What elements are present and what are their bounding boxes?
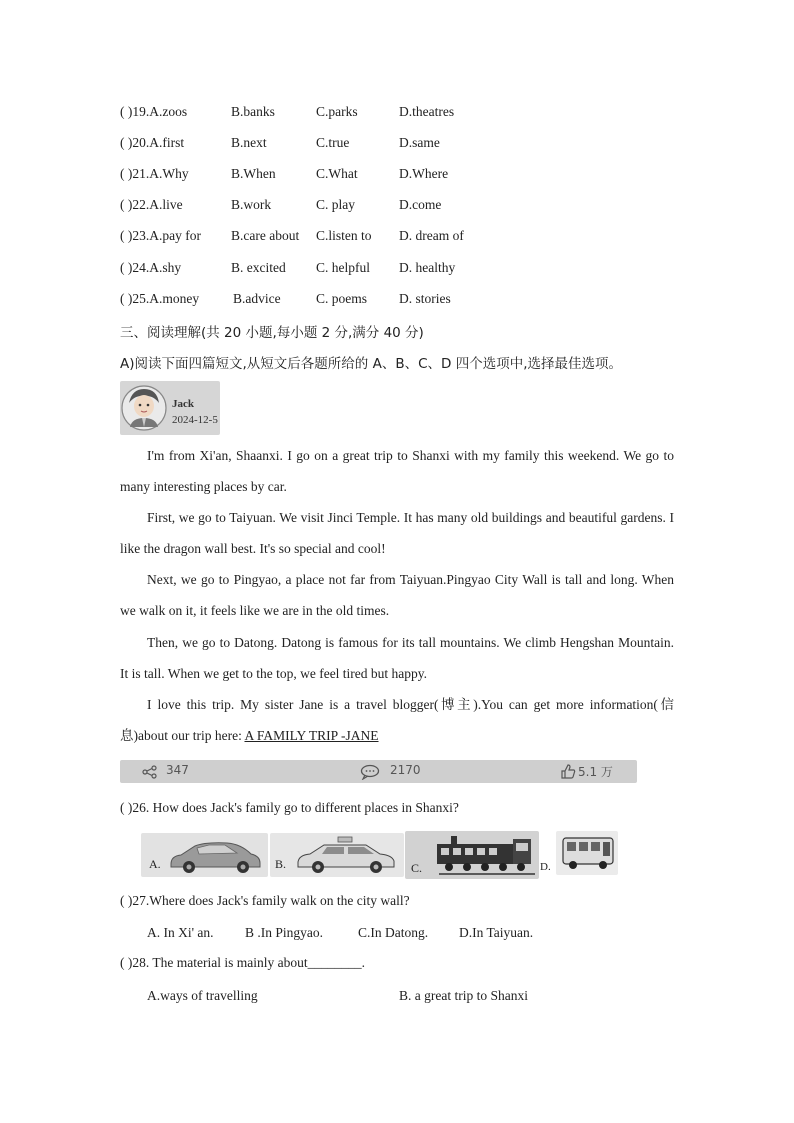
like-icon [560, 763, 576, 779]
option-d-bus-image [556, 831, 618, 875]
option-label: A. [149, 857, 161, 871]
cloze-option-a: ( )20.A.first [120, 135, 185, 150]
option-c-train-image [405, 831, 539, 879]
comment-icon [360, 764, 380, 780]
cloze-option-a: ( )25.A.money [120, 291, 200, 306]
option-a: A.ways of travelling [147, 988, 258, 1003]
cloze-option-c: C.listen to [316, 228, 372, 243]
cloze-option-c: C.What [316, 166, 358, 181]
post-header [120, 381, 220, 435]
cloze-option-b: B.work [231, 197, 272, 212]
like-count: 5.1 万 [578, 765, 613, 779]
cloze-option-b: B.next [231, 135, 267, 150]
cloze-option-a: ( )21.A.Why [120, 166, 189, 181]
section-a-instructions: A)阅读下面四篇短文,从短文后各题所给的 A、B、C、D 四个选项中,选择最佳选项。 [120, 356, 622, 372]
paragraph-text: Next, we go to Pingyao, a place not far from Taiyuan.Pingyao City Wall is tall and long. When we walk on it, it feels like we are in the old times. [120, 572, 674, 618]
paragraph-text: First, we go to Taiyuan. We visit Jinci Temple. It has many old buildings and beautiful gardens. I like the dragon wall best. It's so special and cool! [120, 510, 674, 556]
cloze-option-c: C.true [316, 135, 350, 150]
share-icon [142, 765, 158, 779]
cloze-option-d: D. healthy [399, 260, 456, 275]
cloze-option-a: ( )22.A.live [120, 197, 183, 212]
option-d: D.In Taiyuan. [459, 925, 534, 940]
cloze-option-d: D. dream of [399, 228, 464, 243]
stats-bar [120, 760, 637, 783]
cloze-option-d: D.same [399, 135, 440, 150]
cloze-option-a: ( )24.A.shy [120, 260, 182, 275]
cloze-option-c: C. poems [316, 291, 368, 306]
car-icon [165, 836, 265, 876]
bus-icon [557, 832, 617, 874]
cloze-option-b: B. excited [231, 260, 286, 275]
option-label: D. [540, 861, 551, 873]
cloze-option-b: B.banks [231, 104, 275, 119]
passage-paragraph [120, 440, 674, 502]
passage-paragraph [120, 627, 674, 689]
option-b: B .In Pingyao. [245, 925, 324, 940]
passage-paragraph [120, 689, 674, 751]
option-b: B. a great trip to Shanxi [399, 988, 528, 1003]
post-author: Jack [172, 398, 194, 410]
share-count: 347 [166, 763, 189, 777]
question-27: ( )27.Where does Jack's family walk on the city wall? [120, 893, 410, 908]
question-26: ( )26. How does Jack's family go to different places in Shanxi? [120, 800, 459, 815]
option-label: C. [411, 861, 423, 875]
cloze-option-d: D.theatres [399, 104, 455, 119]
cloze-option-c: C. helpful [316, 260, 370, 275]
option-label: B. [275, 857, 287, 871]
cloze-option-c: C.parks [316, 104, 358, 119]
paragraph-text: I'm from Xi'an, Shaanxi. I go on a great trip to Shanxi with my family this weekend. We go to many interesting places by car. [120, 448, 674, 494]
paragraph-text: I love this trip. My sister Jane is a travel blogger(博主).You can get more information(信息)about our trip here: [120, 697, 674, 743]
cloze-option-d: D.come [399, 197, 442, 212]
cloze-option-c: C. play [316, 197, 355, 212]
cloze-option-d: D.Where [399, 166, 449, 181]
taxi-icon [292, 836, 402, 876]
cloze-option-b: B.care about [231, 228, 300, 243]
train-icon [427, 832, 537, 878]
question-28: ( )28. The material is mainly about________. [120, 955, 365, 970]
cloze-option-d: D. stories [399, 291, 451, 306]
cloze-option-b: B.advice [233, 291, 281, 306]
blog-link[interactable]: A FAMILY TRIP -JANE [244, 728, 379, 743]
cloze-option-a: ( )19.A.zoos [120, 104, 188, 119]
option-c: C.In Datong. [358, 925, 429, 940]
cloze-option-b: B.When [231, 166, 276, 181]
comment-count: 2170 [390, 763, 421, 777]
cloze-option-a: ( )23.A.pay for [120, 228, 201, 243]
option-a: A. In Xi' an. [147, 925, 214, 940]
paragraph-text: Then, we go to Datong. Datong is famous for its tall mountains. We climb Hengshan Mountain. It is tall. When we get to the top, we feel tired but happy. [120, 635, 674, 681]
passage-paragraph [120, 564, 674, 626]
post-date: 2024-12-5 [172, 414, 218, 426]
avatar [120, 381, 220, 435]
option-a-car-image [141, 833, 268, 877]
section-title: 三、阅读理解(共 20 小题,每小题 2 分,满分 40 分) [120, 325, 424, 341]
option-b-taxi-image [270, 833, 404, 877]
passage-paragraph [120, 502, 674, 564]
